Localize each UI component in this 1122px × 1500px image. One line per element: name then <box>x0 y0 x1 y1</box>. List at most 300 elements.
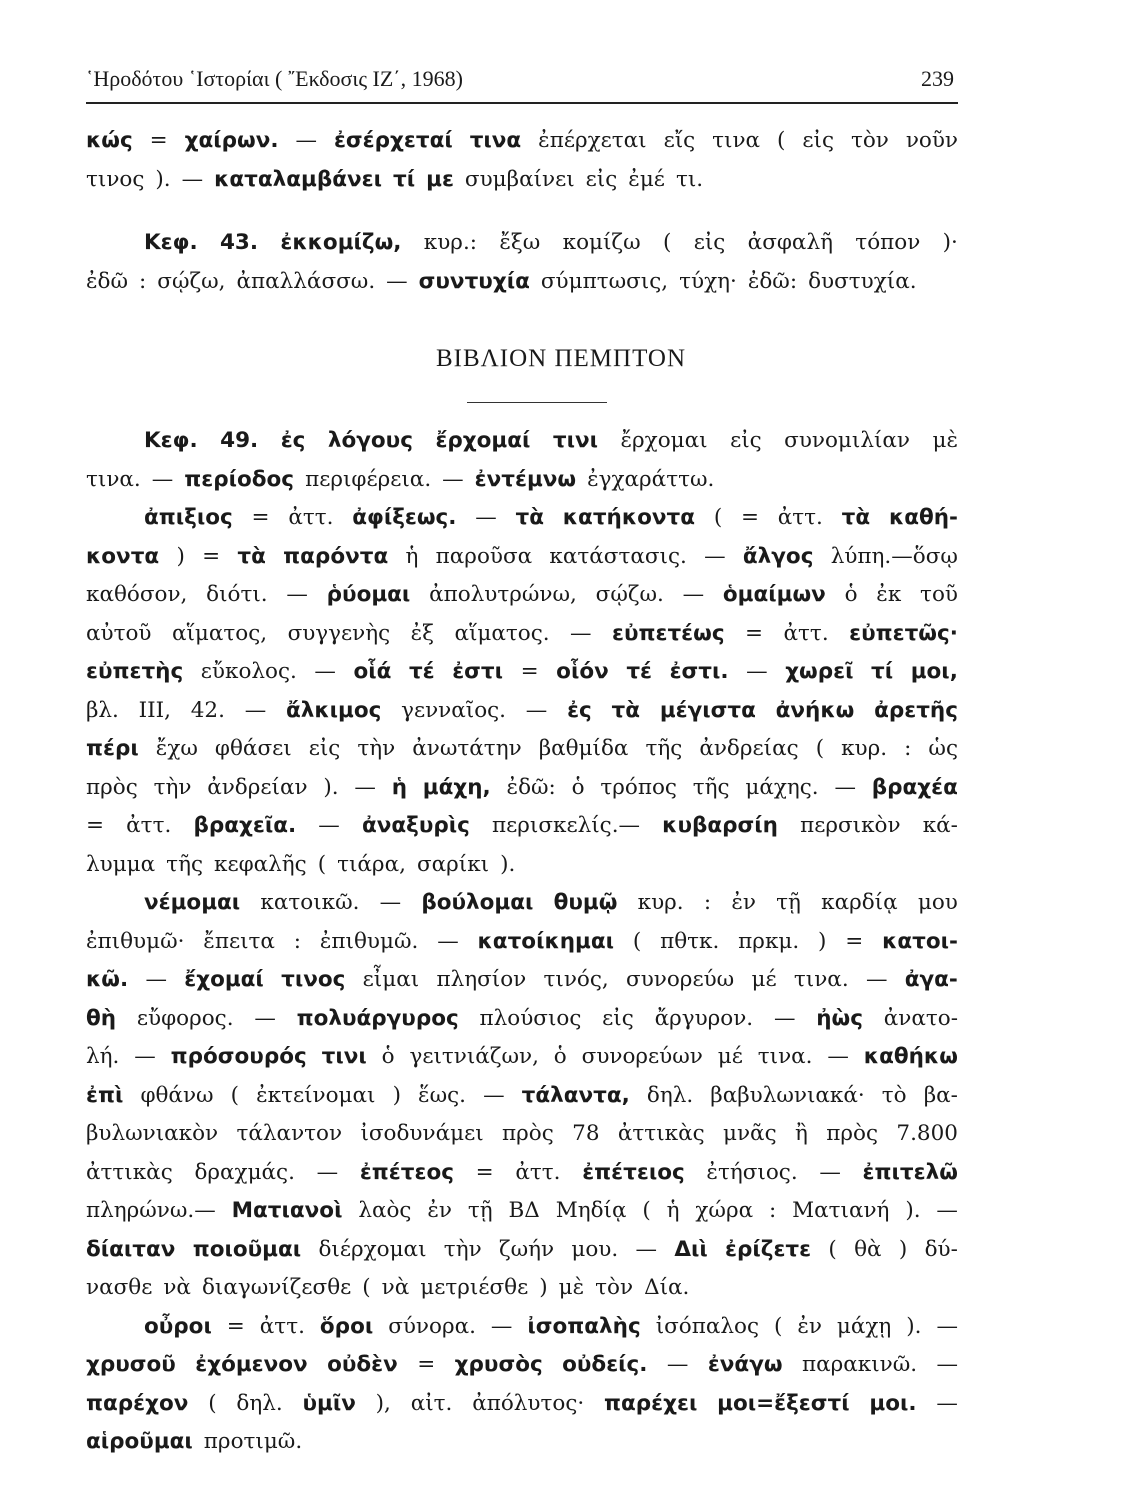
word: τῆς <box>692 774 730 800</box>
headword: μέγιστα <box>659 697 756 723</box>
word: — <box>936 1313 958 1339</box>
word: = <box>202 543 221 569</box>
headword: καθή- <box>888 505 958 530</box>
word: εἰς <box>602 1005 634 1031</box>
headword: ἔχομαί <box>184 967 264 992</box>
headword: οἷόν <box>556 659 609 684</box>
text-line <box>86 890 958 929</box>
word: ) <box>392 1082 401 1108</box>
text-line <box>86 1275 958 1314</box>
word: : <box>293 928 302 954</box>
word: τόπον <box>855 230 921 255</box>
word: Δία. <box>644 1275 690 1300</box>
headword: πρόσουρός <box>170 1044 307 1069</box>
word: νασθε <box>86 1275 153 1300</box>
headword: τί <box>871 659 894 684</box>
word: εἴς <box>663 128 696 153</box>
headword: ἀρετῆς <box>874 697 958 723</box>
word: ἔρχομαι <box>620 428 708 453</box>
word: συμβαίνει <box>464 166 575 192</box>
headword: παρόντα <box>283 543 389 569</box>
word: χώρα <box>695 1198 754 1223</box>
word: τύχη· <box>679 268 737 294</box>
text-line <box>86 128 958 167</box>
headword: οἷά <box>353 659 392 684</box>
text-line <box>86 505 958 544</box>
headword: βούλομαι <box>421 890 534 915</box>
text-line <box>86 929 958 968</box>
word: συνορεύων <box>581 1044 703 1069</box>
word: δηλ. <box>236 1390 283 1416</box>
text-line <box>86 467 958 506</box>
word: — <box>354 774 376 800</box>
headword: θυμῷ <box>553 890 618 915</box>
word: — <box>295 128 317 153</box>
headword: ἡ <box>391 774 407 800</box>
word: μνᾶς <box>723 1121 777 1146</box>
headword: Διὶ <box>674 1236 708 1262</box>
text-line <box>86 852 958 891</box>
word: ζωήν <box>498 1236 555 1262</box>
word: λή. <box>86 1044 120 1069</box>
headword: Ματιανοὶ <box>231 1198 343 1223</box>
word: μὲ <box>558 1275 585 1300</box>
word: περσικὸν <box>800 813 901 838</box>
word: ἀσφαλῆ <box>747 230 833 255</box>
word: αἵματος. <box>454 620 550 646</box>
word: δυστυχία. <box>808 268 917 294</box>
headword: Κεφ. <box>144 428 198 453</box>
word: ἐκ <box>876 582 902 607</box>
headword: χρυσοῦ <box>86 1352 176 1377</box>
word: ἀνωτάτην <box>412 736 522 761</box>
word: )· <box>942 230 958 255</box>
word: — <box>181 166 204 192</box>
word: ( <box>815 736 825 761</box>
headword: περίοδος <box>184 466 295 492</box>
word: σῴζω, <box>157 268 226 294</box>
headword: κῶ. <box>86 967 129 992</box>
word: νὰ <box>381 1275 410 1300</box>
section-divider <box>467 402 607 403</box>
word: ) <box>818 928 827 954</box>
headword: μάχη, <box>422 774 491 800</box>
word: ). <box>155 166 171 192</box>
headword: 43. <box>219 230 259 255</box>
word: ἀνδρείας <box>699 736 799 761</box>
word: τιάρα, <box>337 851 406 877</box>
word: βυλωνιακὸν <box>86 1121 219 1146</box>
headword: κυβαρσίη <box>662 813 778 838</box>
word: = <box>520 659 539 684</box>
word: ἔξω <box>499 230 541 255</box>
headword: βραχεῖα. <box>193 813 297 838</box>
word: μετριέσθε <box>420 1275 529 1300</box>
word: ἔπειτα <box>203 928 275 954</box>
word: τινα. <box>86 466 141 492</box>
word: ἀττ. <box>259 1313 305 1339</box>
word: εἰς <box>585 166 618 192</box>
word: — <box>936 1198 958 1223</box>
word: βλ. <box>86 697 119 723</box>
headword: ῥύομαι <box>326 582 411 607</box>
word: = <box>740 505 759 530</box>
text-line <box>86 1160 958 1199</box>
word: ἐδῶ: <box>747 268 798 294</box>
word: τὸν <box>850 128 889 153</box>
word: — <box>244 697 267 723</box>
word: τῆς <box>166 851 203 877</box>
word: κομίζω <box>562 230 641 255</box>
word: σύνορα. <box>388 1313 476 1339</box>
word: νὰ <box>163 1275 191 1300</box>
headword: βραχέα <box>871 774 958 800</box>
headword: ἐπέτειος <box>582 1159 685 1185</box>
word: κατοικῶ. <box>260 890 360 915</box>
word: πρὸς <box>86 774 138 800</box>
text-line <box>86 1352 958 1391</box>
word: παρακινῶ. <box>801 1352 918 1377</box>
word: συνομιλίαν <box>784 428 910 453</box>
word: κυρ.: <box>423 230 478 255</box>
word: ἄργυρον. <box>654 1005 754 1031</box>
headword: Κεφ. <box>144 230 198 255</box>
word: αἵματος, <box>171 620 268 646</box>
headword: τὰ <box>237 543 266 569</box>
word: ) <box>176 543 185 569</box>
word: τῇ <box>776 890 801 915</box>
word: ΙΙΙ, <box>138 697 171 723</box>
text-line <box>86 1121 958 1160</box>
word: φθάνω <box>140 1082 214 1108</box>
word: πληρώνω.— <box>86 1198 216 1223</box>
word: βαβυλωνιακά· <box>710 1082 865 1108</box>
word: — <box>379 890 402 915</box>
word: — <box>318 813 340 838</box>
word: = <box>417 1352 436 1377</box>
word: : <box>904 736 912 761</box>
headword: ἀγα- <box>904 967 958 992</box>
headword: οὐδὲν <box>327 1352 398 1377</box>
word: — <box>773 1005 796 1031</box>
text-line <box>86 813 958 852</box>
word: — <box>635 1236 658 1262</box>
word: = <box>86 813 105 838</box>
headword: οὐδείς. <box>562 1352 648 1377</box>
word: τάλαντον <box>236 1121 343 1146</box>
word: εἶμαι <box>362 967 420 992</box>
word: : <box>139 268 147 294</box>
word: μου <box>917 890 958 915</box>
text-line <box>86 1044 958 1083</box>
word: — <box>386 268 408 294</box>
section-title: ΒΙΒΛΙΟΝ ΠΕΜΠΤΟΝ <box>435 345 687 372</box>
headword: τάλαντα, <box>521 1082 630 1108</box>
headword: ἰσοπαλὴς <box>527 1313 641 1339</box>
word: πλούσιος <box>479 1005 582 1031</box>
word: τὸν <box>595 1275 634 1300</box>
word: ὁ <box>844 582 858 607</box>
headword: καθήκω <box>863 1044 958 1069</box>
headword: οὖροι <box>144 1313 212 1339</box>
page-header <box>86 62 958 104</box>
text-line <box>86 269 958 308</box>
text-block-book-five <box>86 428 958 1468</box>
headword: ὅροι <box>319 1313 374 1339</box>
word: ( <box>713 505 723 530</box>
word: = <box>251 505 270 530</box>
text-line <box>86 1198 958 1237</box>
headword: ἐντέμνω <box>474 466 577 492</box>
headword: τὰ <box>841 505 871 530</box>
word: — <box>834 774 856 800</box>
headword: ἐκκομίζω, <box>280 230 402 255</box>
headword: ἐσέρχεταί <box>333 128 453 153</box>
word: ἐπιθυμῶ. <box>319 928 419 954</box>
word: αἰτ. <box>410 1390 453 1416</box>
word: ( <box>632 928 642 954</box>
word: τινός, <box>543 967 609 992</box>
word: κά- <box>922 813 958 838</box>
headword: καταλαμβάνει <box>214 166 383 192</box>
word: ὡς <box>928 736 958 761</box>
headword: θὴ <box>86 1005 117 1031</box>
word: σαρίκι <box>416 851 490 877</box>
headword: ἐπιτελῶ <box>862 1159 958 1185</box>
text-line <box>86 736 958 775</box>
headword: μοι. <box>869 1390 917 1416</box>
text-line <box>86 167 958 206</box>
word: κυρ. <box>841 736 888 761</box>
word: — <box>936 1352 958 1377</box>
word: βα- <box>923 1082 958 1108</box>
text-line <box>86 1429 958 1468</box>
headword: ἐνάγω <box>707 1352 783 1377</box>
word: θὰ <box>854 1236 882 1262</box>
headword: ἀπιξιος <box>144 505 233 530</box>
word: = <box>226 1313 245 1339</box>
word: τινος <box>86 166 145 192</box>
word: νοῦν <box>905 128 958 153</box>
word: δύ- <box>924 1236 958 1262</box>
word: = <box>745 620 764 646</box>
word: — <box>286 582 308 607</box>
headword: ἐπὶ <box>86 1082 124 1108</box>
word: Μηδίᾳ <box>555 1198 627 1223</box>
headword: ἠὼς <box>816 1005 863 1031</box>
headword: ἐχόμενον <box>195 1352 308 1377</box>
word: τῆς <box>645 736 683 761</box>
text-line <box>86 1083 958 1122</box>
headword: τινι <box>552 428 599 453</box>
headword: παρέχον <box>86 1390 189 1416</box>
word: ἀττ. <box>783 620 829 646</box>
word: συγγενὴς <box>287 620 391 646</box>
headword: τινος <box>281 967 346 992</box>
text-line <box>86 544 958 583</box>
headword: ποιοῦμαι <box>192 1236 302 1262</box>
headword: εὐπετῶς· <box>849 620 958 646</box>
headword: εὐπετὴς <box>86 659 184 684</box>
word: ( <box>642 1198 651 1223</box>
word: καρδίᾳ <box>821 890 898 915</box>
headword: τί <box>393 166 416 192</box>
word: = <box>845 928 864 954</box>
headword: 49. <box>220 428 259 453</box>
word: ). <box>323 774 339 800</box>
word: Ματιανή <box>792 1198 890 1223</box>
text-line <box>86 1237 958 1276</box>
headword: κώς <box>86 128 133 153</box>
word: — <box>819 1159 841 1185</box>
word: ὁ <box>381 1044 395 1069</box>
word: εἰς <box>802 128 834 153</box>
text-block-book-four <box>86 128 958 205</box>
word: εἰς <box>693 230 726 255</box>
word: μέ <box>717 1044 743 1069</box>
word: ἀπαλλάσσω. <box>236 268 376 294</box>
headword: κοντα <box>86 543 160 569</box>
word: τινα. <box>793 967 849 992</box>
word: ἀττ. <box>777 505 823 530</box>
word: 7.800 <box>896 1121 958 1146</box>
text-line <box>86 659 958 698</box>
word: ἀττικὰς <box>86 1159 173 1185</box>
word: ( <box>828 1236 837 1262</box>
word: τὴν <box>443 1236 482 1262</box>
headword: τὰ <box>515 505 545 530</box>
word: ( <box>317 851 327 877</box>
page-number: 239 <box>921 66 954 91</box>
text-block-chapter-43 <box>86 230 958 307</box>
word: ὁ <box>571 774 585 800</box>
word: τὸ <box>881 1082 907 1108</box>
word: — <box>865 967 888 992</box>
text-line <box>86 230 958 269</box>
headword: ὑμῖν <box>302 1390 356 1416</box>
text-line <box>86 621 958 660</box>
word: γενναῖος. <box>401 697 507 723</box>
word: — <box>314 659 336 684</box>
word: πθτκ. <box>660 928 720 954</box>
word: σῴζω. <box>595 582 664 607</box>
word: δραχμάς. <box>194 1159 295 1185</box>
word: παροῦσα <box>435 543 533 569</box>
word: κατάστασις. <box>549 543 687 569</box>
headword: ἐς <box>280 428 306 453</box>
word: καθόσον, <box>86 582 188 607</box>
headword: μοι=ἔξεστί <box>717 1390 850 1416</box>
headword: ἀναξυρὶς <box>361 813 470 838</box>
word: ἐπέρχεται <box>538 128 647 153</box>
word: — <box>475 505 497 530</box>
word: τὴν <box>357 736 396 761</box>
headword: ἐς <box>567 697 592 723</box>
headword: λόγους <box>327 428 413 453</box>
word: ἐγχαράττω. <box>587 466 715 492</box>
headword: χωρεῖ <box>785 659 854 684</box>
word: — <box>570 620 592 646</box>
word: αὐτοῦ <box>86 620 152 646</box>
word: πρὸς <box>826 1121 879 1146</box>
word: διέρχομαι <box>318 1236 427 1262</box>
headword: ἄλγος <box>742 543 814 569</box>
word: ἀττ. <box>288 505 334 530</box>
word: τρόπος <box>600 774 677 800</box>
word: λαὸς <box>358 1198 412 1223</box>
word: διότι. <box>206 582 268 607</box>
headword: νέμομαι <box>144 890 241 915</box>
word: ἀνδρείαν <box>207 774 308 800</box>
word: ἡ <box>405 543 419 569</box>
word: — <box>437 928 459 954</box>
word: ἐμέ <box>628 166 665 192</box>
word: βαθμίδα <box>538 736 629 761</box>
word: τινα. <box>757 1044 813 1069</box>
word: — <box>746 659 768 684</box>
running-title: ῾Ηροδότου ῾Ιστορίαι ( ῎Εκδοσις ΙΖ΄, 1968) <box>86 66 463 91</box>
word: — <box>151 466 174 492</box>
headword: πέρι <box>86 736 139 761</box>
word: — <box>936 1390 958 1416</box>
word: ὁ <box>553 1044 567 1069</box>
headword: ἀφίξεως. <box>352 505 457 530</box>
text-line <box>86 698 958 737</box>
word: ἀττ. <box>126 813 172 838</box>
word: — <box>254 1005 276 1031</box>
text-line <box>86 967 958 1006</box>
word: εὔκολος. <box>200 659 297 684</box>
text-line <box>86 1391 958 1430</box>
word: ( <box>662 230 672 255</box>
word: — <box>704 543 726 569</box>
word: ἔχω <box>155 736 198 761</box>
headword: τέ <box>408 659 435 684</box>
word: — <box>666 1352 689 1377</box>
word: λυμμα <box>86 851 156 877</box>
headword: μοι, <box>910 659 958 684</box>
headword: χρυσὸς <box>454 1352 543 1377</box>
headword: ἀνήκω <box>775 697 855 723</box>
headword: συντυχία <box>418 268 530 294</box>
word: — <box>525 697 548 723</box>
headword: κατήκοντα <box>562 505 696 530</box>
word: ἀνατο- <box>883 1005 958 1031</box>
word: — <box>483 1082 505 1108</box>
word: περιφέρεια. <box>305 466 432 492</box>
word: κυρ. <box>637 890 684 915</box>
word: δηλ. <box>646 1082 694 1108</box>
word: ). <box>500 851 516 877</box>
headword: τὰ <box>611 697 641 723</box>
word: — <box>316 1159 339 1185</box>
word: : <box>703 890 712 915</box>
word: — <box>827 1044 849 1069</box>
text-line <box>86 1314 958 1353</box>
word: φθάσει <box>214 736 292 761</box>
word: σύμπτωσις, <box>540 268 669 294</box>
word: ) <box>539 1275 548 1300</box>
word: ἢ <box>795 1121 808 1146</box>
word: — <box>442 466 464 492</box>
word: 78 <box>572 1121 600 1146</box>
word: περισκελίς.— <box>492 813 641 838</box>
word: ἐξ <box>410 620 434 646</box>
headword: κατοι- <box>882 928 958 954</box>
word: ἡ <box>666 1198 680 1223</box>
word: 42. <box>190 697 225 723</box>
word: γειτνιάζων, <box>409 1044 539 1069</box>
